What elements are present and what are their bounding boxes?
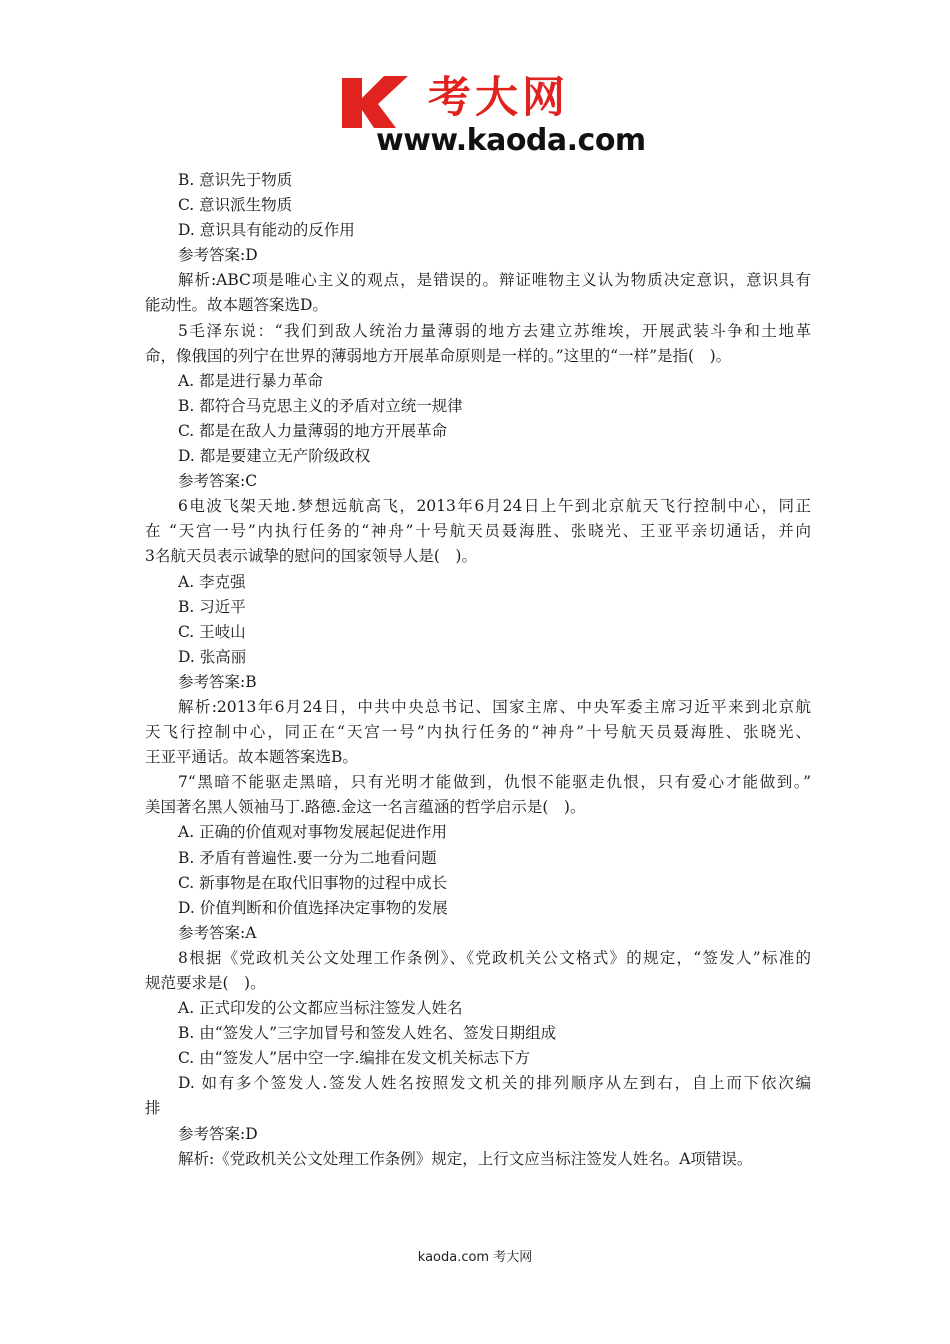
option-line: A. 李克强 — [178, 572, 246, 591]
analysis-line: 解析:ABC项是唯心主义的观点，是错误的。辩证唯物主义认为物质决定意识，意识具有 — [178, 271, 811, 290]
question-line: 规范要求是( )。 — [145, 974, 266, 992]
answer-line: 参考答案:B — [178, 672, 257, 691]
question-line: 5毛泽东说：“我们到敌人统治力量薄弱的地方去建立苏维埃，开展武装斗争和土地革 — [178, 321, 811, 340]
exam-content — [145, 168, 811, 1172]
kaoda-logo — [338, 72, 668, 164]
question-line: 命，像俄国的列宁在世界的薄弱地方开展革命原则是一样的。”这里的“一样”是指( )。 — [145, 346, 732, 365]
option-line: 排 — [145, 1099, 161, 1118]
question-line: 7“黑暗不能驱走黑暗，只有光明才能做到，仇恨不能驱走仇恨，只有爱心才能做到。” — [178, 773, 811, 792]
option-line: B. 由“签发人”三字加冒号和签发人姓名、签发日期组成 — [178, 1024, 557, 1043]
option-line: C. 由“签发人”居中空一字.编排在发文机关标志下方 — [178, 1049, 530, 1068]
option-line: C. 意识派生物质 — [178, 196, 293, 215]
question-line: 3名航天员表示诚挚的慰问的国家领导人是( )。 — [145, 547, 477, 566]
logo-chinese-text: 考大网 — [428, 73, 569, 123]
option-line: C. 王岐山 — [178, 622, 246, 641]
option-line: D. 如有多个签发人.签发人姓名按照发文机关的排列顺序从左到右，自上而下依次编 — [178, 1074, 811, 1093]
option-line: A. 正确的价值观对事物发展起促进作用 — [178, 823, 448, 842]
option-line: C. 都是在敌人力量薄弱的地方开展革命 — [178, 421, 448, 440]
answer-line: 参考答案:D — [178, 246, 258, 265]
option-line: A. 正式印发的公文都应当标注签发人姓名 — [178, 999, 463, 1018]
question-line: 6电波飞架天地.梦想远航高飞，2013年6月24日上午到北京航天飞行控制中心，同正 — [178, 497, 811, 516]
option-line: B. 意识先于物质 — [178, 171, 293, 189]
question-line: 在 “天宫一号”内执行任务的“神舟”十号航天员聂海胜、张晓光、王亚平亲切通话，并向 — [145, 522, 811, 541]
option-line: B. 都符合马克思主义的矛盾对立统一规律 — [178, 396, 463, 415]
option-line: B. 矛盾有普遍性.要一分为二地看问题 — [178, 848, 437, 867]
option-line: A. 都是进行暴力革命 — [178, 371, 324, 390]
answer-line: 参考答案:D — [178, 1124, 258, 1143]
analysis-line: 天飞行控制中心，同正在“天宫一号”内执行任务的“神舟”十号航天员聂海胜、张晓光、 — [145, 723, 811, 742]
question-line: 8根据《党政机关公文处理工作条例》、《党政机关公文格式》的规定，“签发人”标准的 — [178, 948, 811, 967]
analysis-line: 能动性。故本题答案选D。 — [145, 296, 328, 315]
analysis-line: 解析:2013年6月24日，中共中央总书记、国家主席、中央军委主席习近平来到北京航 — [178, 697, 811, 716]
question-line: 美国著名黑人领袖马丁.路德.金这一名言蕴涵的哲学启示是( )。 — [145, 798, 586, 817]
page-footer: kaoda.com 考大网 — [417, 1250, 533, 1265]
logo-url-text: www.kaoda.com — [376, 123, 646, 158]
option-line: D. 张高丽 — [178, 647, 247, 666]
option-line: B. 习近平 — [178, 597, 246, 616]
option-line: D. 价值判断和价值选择决定事物的发展 — [178, 898, 448, 917]
answer-line: 参考答案:A — [178, 923, 257, 942]
option-line: C. 新事物是在取代旧事物的过程中成长 — [178, 873, 448, 892]
analysis-line: 解析:《党政机关公文处理工作条例》规定，上行文应当标注签发人姓名。A项错误。 — [178, 1149, 753, 1168]
option-line: D. 意识具有能动的反作用 — [178, 221, 355, 240]
option-line: D. 都是要建立无产阶级政权 — [178, 447, 371, 466]
analysis-line: 王亚平通话。故本题答案选B。 — [145, 748, 358, 767]
answer-line: 参考答案:C — [178, 472, 258, 491]
